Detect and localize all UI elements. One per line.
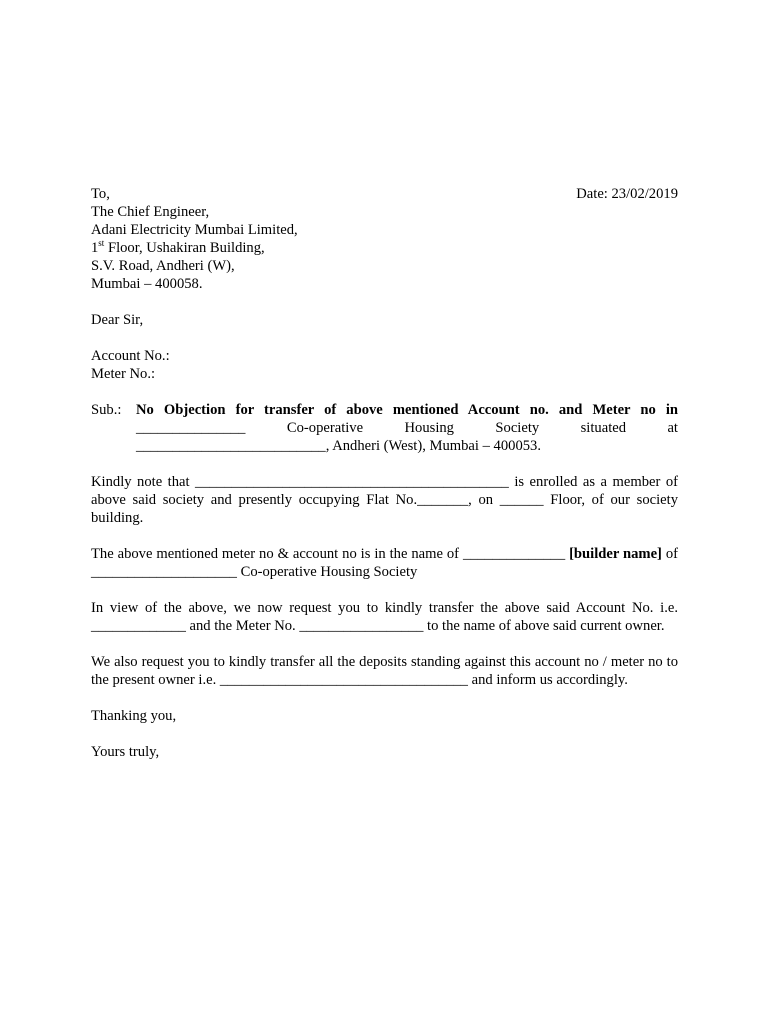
paragraph-name-start: The above mentioned meter no & account no is in the name of ______________ (91, 546, 570, 562)
address-line-5: Mumbai – 400058. (91, 276, 203, 292)
greeting: Dear Sir, (91, 312, 144, 328)
paragraph-transfer-request: In view of the above, we now request you to kindly transfer the above said Account No. i.e. _____________ and the Meter No. _________________ to the name of above said current owner. (91, 600, 678, 634)
builder-name-placeholder: [builder name] (569, 546, 662, 562)
salutation-to: To, (91, 186, 110, 202)
floor-suffix: st (98, 238, 105, 249)
meter-label: Meter No.: (91, 366, 156, 382)
letter-page (91, 185, 678, 761)
subject-line-1: No Objection for transfer of above mentioned Account no. and Meter no in (136, 402, 678, 418)
address-line-3 (91, 239, 678, 257)
paragraph-enrolled: Kindly note that ___________________________________________ is enrolled as a member of above said society and presently occupying Flat No._______, on ______ Floor, of our society building. (91, 474, 678, 526)
subject-line-2: _______________ Co-operative Housing Society situated at (136, 420, 678, 436)
closing-line: Yours truly, (91, 744, 160, 760)
subject-block (91, 401, 678, 455)
paragraph-name (91, 545, 678, 581)
paragraph-deposits: We also request you to kindly transfer all the deposits standing against this account no / meter no to the present owner i.e. __________________________________ and inform us accordingly. (91, 654, 678, 688)
subject-label: Sub.: (91, 402, 122, 418)
letter-header (91, 185, 678, 203)
paragraph-name-end: of ____________________ Co-operative Housing Society (91, 546, 678, 580)
recipient-address (91, 203, 678, 293)
subject-line-3: __________________________, Andheri (West), Mumbai – 400053. (136, 438, 541, 454)
thanking-line: Thanking you, (91, 708, 177, 724)
account-label: Account No.: (91, 348, 170, 364)
address-line-4: S.V. Road, Andheri (W), (91, 258, 235, 274)
floor-number: 1 (91, 240, 99, 256)
letter-date: Date: 23/02/2019 (576, 186, 678, 202)
address-line-2: Adani Electricity Mumbai Limited, (91, 222, 298, 238)
floor-building: Floor, Ushakiran Building, (104, 240, 265, 256)
subject-text (136, 401, 678, 455)
address-line-1: The Chief Engineer, (91, 204, 210, 220)
